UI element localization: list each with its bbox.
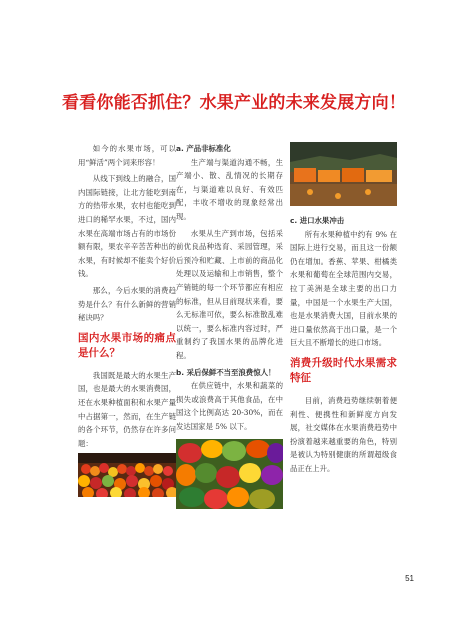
article-title: 看看你能否抓住？水果产业的未来发展方向！ (62, 93, 406, 113)
orange-harvest-photo (290, 142, 397, 206)
question-paragraph: 那么，今后水果的消费趋势是什么？有什么新鲜的营销秘诀吗？ (78, 285, 176, 323)
trend-paragraph: 目前，消费趋势继续朝着便利性、便携性和新鲜度方向发展，社交媒体在水果消费趋势中扮演着越来越重要的角色，特别是被认为特别健康的所谓超级食品正在上升。 (290, 395, 397, 473)
producer-paragraph: 我国既是最大的水果生产国，也是最大的水果消费国，还在水果种植面积和水果产量中占据第一，然而，在生产链的各个环节，仍然存在许多问题： (78, 370, 176, 448)
section-heading-consumption: 消费升级时代水果需求特征 (290, 356, 397, 384)
column-1 (78, 142, 176, 497)
page-number: 51 (405, 574, 414, 583)
column-3 (290, 142, 397, 479)
subheading-a: a. 产品非标准化 (176, 144, 231, 153)
import-paragraph: 所有水果种植中约有 9% 在国际上进行交易，而且这一份额仍在增加。香蕉、苹果、柑橘类水果和葡萄在全球范围内交易，拉丁美洲是全球主要的出口力量，中国是一个水果生产大国，也是水果消费大国，目前水果的进口量依然高于出口量，是一个巨大且不断增长的进口市场。 (290, 229, 397, 348)
column-2 (176, 142, 283, 509)
waste-paragraph: 在供应链中，水果和蔬菜的损失或浪费高于其他食品，在中国这个比例高达 20-30%，而在发达国家是 5% 以下。 (176, 381, 283, 431)
standards-paragraph: 水果从生产到市场，包括采前优良品种选育、采园管理，采后预冷和贮藏、上市前的商品化处理以及运输和上市销售，整个产销链的每一个环节都应有相应的标准，但从目前现状来看，要么无标准可依，要么标准散乱难以统一，要么标准内容过时，严重制约了我国水果的品牌化进程。 (176, 228, 283, 360)
subheading-c: c. 进口水果冲击 (290, 216, 345, 225)
channel-paragraph: 生产端与渠道沟通不畅，生产端小、散、乱情况的长期存在，与渠道难以良好、有效匹配，丰收不增收的现象经常出现。 (176, 157, 283, 221)
market-paragraph: 从线下到线上的融合，国内国际链接，让北方能吃到南方的热带水果，农村也能吃到进口的稀罕水果，不过，国内水果在高端市场占有的市场份额有限，果农辛辛苦苦种出的水果，有时候却不能卖个好价钱。 (78, 174, 176, 279)
fruits-vegetables-photo (176, 439, 283, 509)
subheading-b: b. 采后保鲜不当至浪费惊人！ (176, 367, 276, 377)
section-heading-pain-points: 国内水果市场的痛点是什么？ (78, 331, 176, 359)
intro-paragraph: 如今的水果市场，可以用“鲜活”两个词来形容！ (78, 144, 176, 167)
fruit-market-photo (78, 453, 176, 497)
